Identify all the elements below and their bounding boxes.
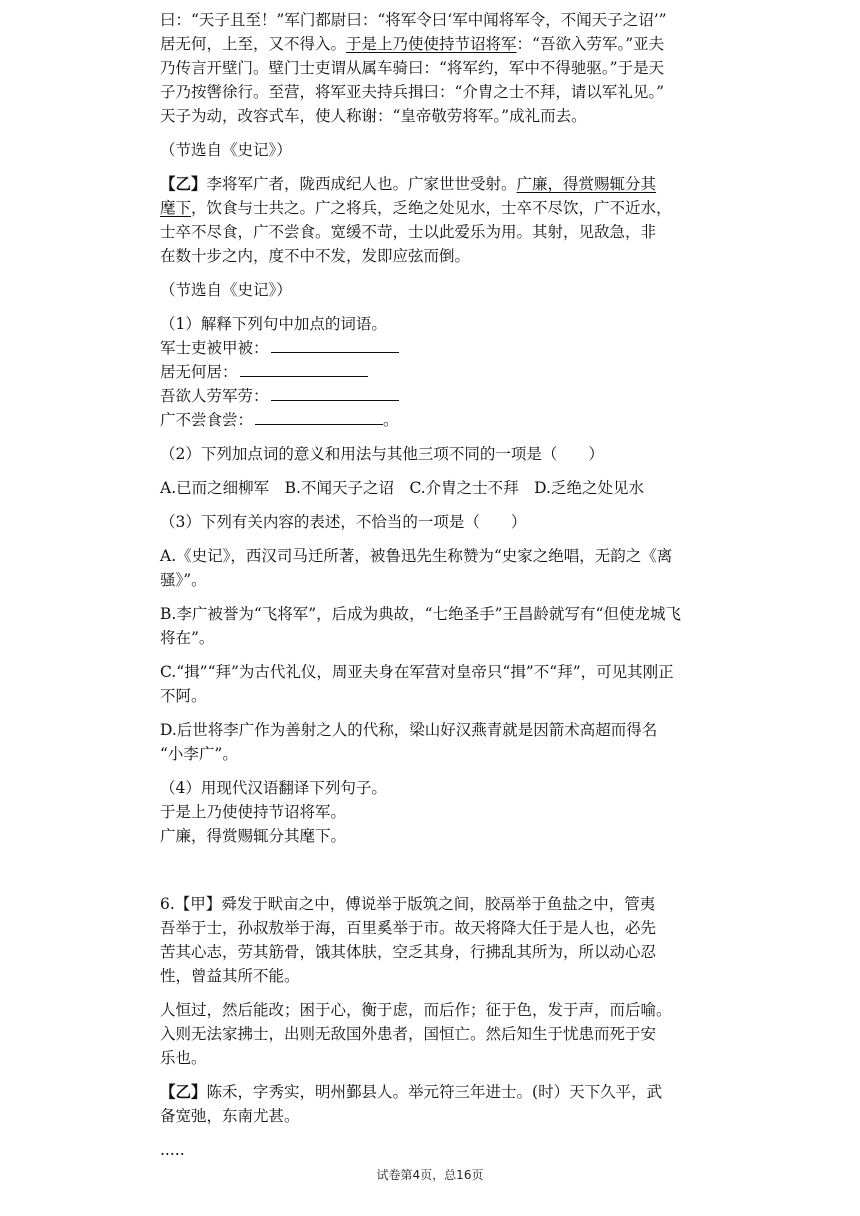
passage-line: 性，曾益其所不能。	[160, 967, 300, 985]
question-title: （4）用现代汉语翻译下列句子。	[160, 779, 387, 797]
passage-jia	[160, 8, 740, 128]
item-label: 吾欲人劳军劳：	[160, 387, 269, 405]
question-6	[160, 892, 740, 1162]
answer-blank[interactable]	[255, 410, 383, 425]
section-tag: 【乙】	[160, 174, 207, 193]
answer-blank[interactable]	[271, 338, 399, 353]
section-tag: 【乙】	[160, 1082, 207, 1101]
ellipsis: .....	[160, 1141, 185, 1159]
option-b-cont: 将在”。	[160, 629, 215, 647]
option-a: A.《史记》，西汉司马迁所著，被鲁迅先生称赞为“史家之绝唱，无韵之《离	[160, 547, 673, 565]
source-note: （节选自《史记》）	[160, 141, 292, 159]
question-2	[160, 442, 740, 500]
question-options: A.已而之细柳军 B.不闻天子之诏 C.介胄之士不拜 D.乏绝之处见水	[160, 479, 644, 497]
text-span: 陈禾，字秀实，明州鄞县人。举元符三年进士。(时）天下久平，武	[206, 1083, 663, 1101]
source-note: （节选自《史记》）	[160, 281, 292, 299]
item-label: 广不尝食尝：	[160, 411, 254, 429]
translate-sentence: 广廉，得赏赐辄分其麾下。	[160, 827, 347, 845]
question-3	[160, 510, 740, 766]
question-4	[160, 776, 740, 848]
answer-item	[160, 384, 740, 408]
passage-line: 入则无法家拂士，出则无敌国外患者，国恒亡。然后知生于忧患而死于安	[160, 1025, 657, 1043]
text-span: ：“吾欲入劳军。”亚夫	[516, 35, 665, 53]
passage-line: 乃传言开壁门。壁门士吏谓从属车骑曰：“将军约，军中不得驰驱。”于是天	[160, 59, 665, 77]
page-footer: 试卷第4页，总16页	[376, 1168, 484, 1182]
passage-line: 在数十步之内，度不中不发，发即应弦而倒。	[160, 247, 471, 265]
text-span: 李将军广者，陇西成纪人也。广家世世受射。	[206, 175, 517, 193]
answer-item	[160, 408, 740, 432]
passage-line: 苦其心志，劳其筋骨，饿其体肤，空乏其身，行拂乱其所为，所以动心忍	[160, 943, 657, 961]
passage-line: 士卒不尽食，广不尝食。宽缓不苛，士以此爱乐为用。其射，见敌急，非	[160, 223, 657, 241]
option-c: C.“揖”“拜”为古代礼仪，周亚夫身在军营对皇帝只“揖”不“拜”，可见其刚正	[160, 663, 674, 681]
answer-item	[160, 336, 740, 360]
option-c-cont: 不阿。	[160, 687, 207, 705]
item-label: 居无何居：	[160, 363, 238, 381]
text-span: 居无何，上至，又不得入。	[160, 35, 347, 53]
passage-line: 人恒过，然后能改；困于心，衡于虑，而后作；征于色，发于声，而后喻。	[160, 1001, 672, 1019]
passage-line	[160, 1080, 740, 1104]
passage-line: 吾举于士，孙叔敖举于海，百里奚举于市。故天将降大任于是人也，必先	[160, 919, 657, 937]
item-label: 军士吏被甲被：	[160, 339, 269, 357]
passage-line: 备宽弛，东南尤甚。	[160, 1107, 300, 1125]
translate-sentence: 于是上乃使使持节诏将军。	[160, 803, 347, 821]
answer-blank[interactable]	[240, 362, 368, 377]
passage-yi	[160, 172, 740, 268]
answer-item	[160, 360, 740, 384]
passage-line: 乐也。	[160, 1049, 207, 1067]
underlined-sentence: 于是上乃使使持节诏将军	[346, 35, 517, 53]
passage-line	[160, 196, 740, 220]
underlined-sentence: 广廉，得赏赐辄分其	[516, 175, 657, 193]
passage-line	[160, 32, 740, 56]
text-span: ，饮食与士共之。广之将兵，乏绝之处见水，士卒不尽饮，广不近水，	[191, 199, 672, 217]
underlined-sentence: 麾下	[160, 199, 192, 217]
question-title: （3）下列有关内容的表述，不恰当的一项是（ ）	[160, 513, 527, 531]
period-mark: 。	[383, 411, 399, 429]
passage-line: 曰：“天子且至！”军门都尉曰：“将军令曰‘军中闻将军令，不闻天子之诏’”	[160, 11, 667, 29]
answer-blank[interactable]	[271, 386, 399, 401]
option-d: D.后世将李广作为善射之人的代称，梁山好汉燕青就是因箭术高超而得名	[160, 721, 658, 739]
passage-line	[160, 172, 740, 196]
option-b: B.李广被誉为“飞将军”，后成为典故，“七绝圣手”王昌龄就写有“但使龙城飞	[160, 605, 681, 623]
passage-line: 天子为动，改容式车，使人称谢：“皇帝敬劳将军。”成礼而去。	[160, 107, 587, 125]
question-1	[160, 312, 740, 432]
passage-line: 子乃按辔徐行。至营，将军亚夫持兵揖曰：“介胄之士不拜，请以军礼见。”	[160, 83, 665, 101]
passage-line: 6.【甲】舜发于畎亩之中，傅说举于版筑之间，胶鬲举于鱼盐之中，管夷	[160, 895, 656, 913]
option-a-cont: 骚》”。	[160, 571, 207, 589]
option-d-cont: “小李广”。	[160, 745, 238, 763]
question-title: （1）解释下列句中加点的词语。	[160, 315, 387, 333]
question-title: （2）下列加点词的意义和用法与其他三项不同的一项是（ ）	[160, 445, 604, 463]
page-content	[160, 8, 740, 1162]
